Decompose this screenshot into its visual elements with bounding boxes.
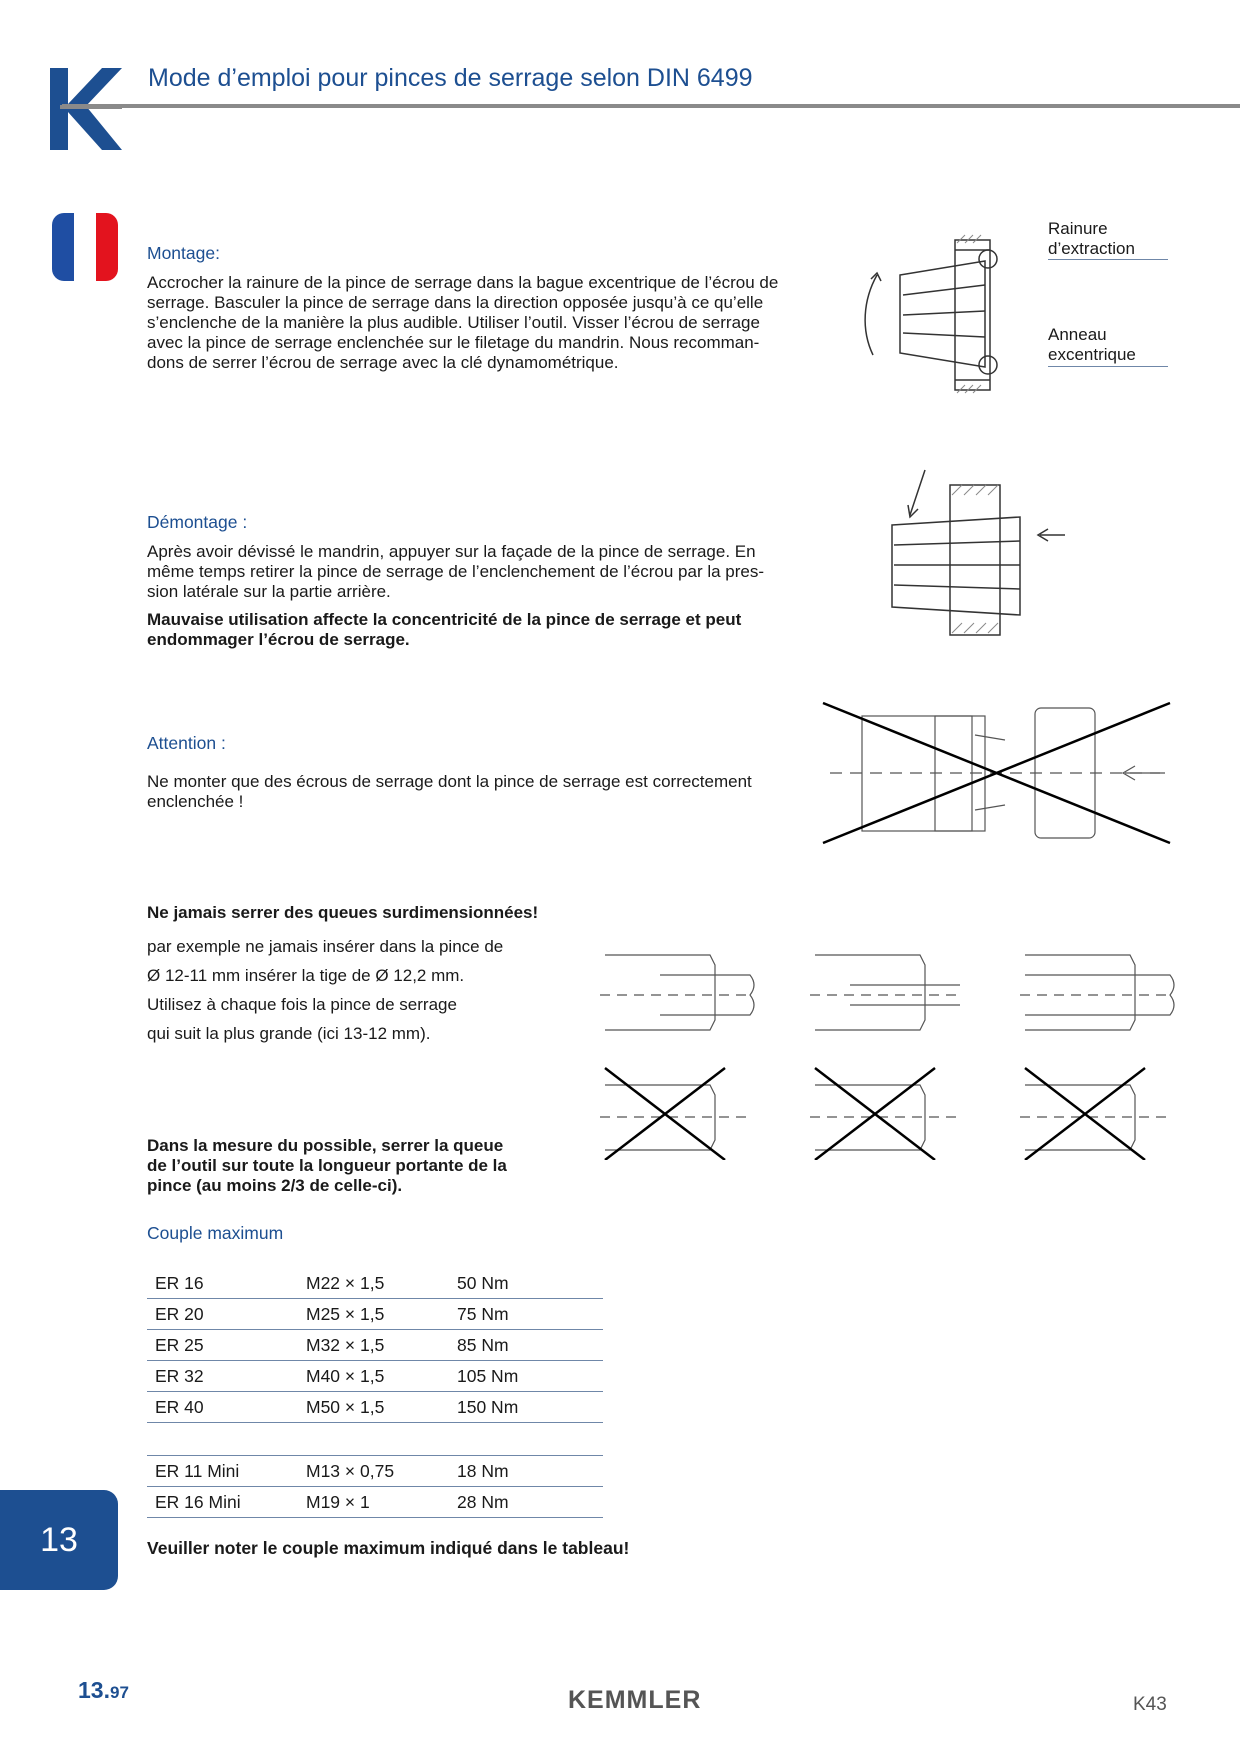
page-number xyxy=(78,1677,129,1704)
shank-ok-3 xyxy=(1020,955,1174,1030)
montage-line: s’enclenche de la manière la plus audible. Utiliser l’outil. Visser l’écrou de serrage xyxy=(147,313,760,332)
montage-figure xyxy=(845,225,1045,405)
demontage-line: même temps retirer la pince de serrage de l’enclenchement de l’écrou par la pres- xyxy=(147,562,765,581)
page-number-main: 13. xyxy=(78,1677,110,1703)
cell-torque: 105 Nm xyxy=(449,1361,603,1392)
shank-line: Ø 12-11 mm insérer la tige de Ø 12,2 mm. xyxy=(147,966,465,985)
shank-line: par exemple ne jamais insérer dans la pince de xyxy=(147,937,504,956)
cell-torque: 75 Nm xyxy=(449,1299,603,1330)
groove-label xyxy=(1048,219,1135,259)
montage-line: dons de serrer l’écrou de serrage avec la clé dynamométrique. xyxy=(147,353,619,372)
demontage-figure xyxy=(880,465,1070,645)
shank-ok-2 xyxy=(810,955,960,1030)
shank-bad-3 xyxy=(1020,1085,1170,1150)
cell-torque: 18 Nm xyxy=(449,1456,603,1487)
table-row xyxy=(147,1299,603,1330)
shank-figures xyxy=(600,940,1180,1160)
shank-ok-1 xyxy=(600,955,754,1030)
montage-text xyxy=(147,273,847,373)
ring-label xyxy=(1048,325,1136,365)
cell-torque: 50 Nm xyxy=(449,1268,603,1299)
groove-label-line: d’extraction xyxy=(1048,239,1135,258)
table-row xyxy=(147,1268,603,1299)
table-row xyxy=(147,1392,603,1423)
warning-line: endommager l’écrou de serrage. xyxy=(147,630,410,649)
full-length-note xyxy=(147,1136,507,1196)
catalog-code: K43 xyxy=(1133,1694,1167,1715)
ring-label-line: Anneau xyxy=(1048,325,1107,344)
cell-torque: 150 Nm xyxy=(449,1392,603,1423)
cell-thread: M32 × 1,5 xyxy=(298,1330,449,1361)
demontage-text xyxy=(147,542,847,602)
cell-torque: 28 Nm xyxy=(449,1487,603,1518)
page-number-sub: 97 xyxy=(109,1683,129,1702)
torque-mini-table xyxy=(147,1455,603,1518)
full-length-line: pince (au moins 2/3 de celle-ci). xyxy=(147,1176,403,1195)
montage-heading: Montage: xyxy=(147,243,220,263)
ring-label-line: excentrique xyxy=(1048,345,1136,364)
cell-thread: M19 × 1 xyxy=(298,1487,449,1518)
chapter-tab[interactable]: 13 xyxy=(0,1490,118,1590)
cell-thread: M50 × 1,5 xyxy=(298,1392,449,1423)
kemmler-logo xyxy=(50,68,122,150)
cell-type: ER 16 Mini xyxy=(147,1487,298,1518)
torque-heading: Couple maximum xyxy=(147,1223,284,1243)
table-row xyxy=(147,1361,603,1392)
full-length-line: de l’outil sur toute la longueur portante de la xyxy=(147,1156,507,1175)
montage-line: avec la pince de serrage enclenchée sur le filetage du mandrin. Nous recomman- xyxy=(147,333,760,352)
montage-line: serrage. Basculer la pince de serrage dans la direction opposée jusqu’à ce qu’elle xyxy=(147,293,764,312)
montage-line: Accrocher la rainure de la pince de serrage dans la bague excentrique de l’écrou de xyxy=(147,273,779,292)
attention-figure xyxy=(820,700,1175,846)
shank-text xyxy=(147,932,503,1048)
attention-line: Ne monter que des écrous de serrage dont la pince de serrage est correctement xyxy=(147,772,752,791)
brand-wordmark: KEMMLER xyxy=(568,1686,702,1714)
cell-thread: M13 × 0,75 xyxy=(298,1456,449,1487)
full-length-line: Dans la mesure du possible, serrer la queue xyxy=(147,1136,504,1155)
page-title: Mode d’emploi pour pinces de serrage selon DIN 6499 xyxy=(148,64,753,92)
cell-type: ER 25 xyxy=(147,1330,298,1361)
demontage-line: sion latérale sur la partie arrière. xyxy=(147,582,391,601)
cell-torque: 85 Nm xyxy=(449,1330,603,1361)
table-row xyxy=(147,1487,603,1518)
shank-heading: Ne jamais serrer des queues surdimensionnées! xyxy=(147,903,539,922)
attention-heading: Attention : xyxy=(147,733,226,753)
attention-line: enclenchée ! xyxy=(147,792,244,811)
demontage-warning xyxy=(147,610,847,650)
torque-note: Veuiller noter le couple maximum indiqué dans le tableau! xyxy=(147,1538,630,1558)
french-flag-icon xyxy=(52,213,118,281)
cell-thread: M40 × 1,5 xyxy=(298,1361,449,1392)
cell-type: ER 40 xyxy=(147,1392,298,1423)
header-rule xyxy=(62,104,1240,108)
table-row xyxy=(147,1456,603,1487)
shank-bad-2 xyxy=(810,1085,960,1150)
shank-line: Utilisez à chaque fois la pince de serrage xyxy=(147,995,457,1014)
table-row xyxy=(147,1330,603,1361)
groove-leader xyxy=(1048,259,1168,260)
demontage-line: Après avoir dévissé le mandrin, appuyer sur la façade de la pince de serrage. En xyxy=(147,542,756,561)
shank-bad-1 xyxy=(600,1085,750,1150)
torque-table xyxy=(147,1268,603,1423)
cell-thread: M22 × 1,5 xyxy=(298,1268,449,1299)
ring-leader xyxy=(1048,366,1168,367)
cell-thread: M25 × 1,5 xyxy=(298,1299,449,1330)
shank-line: qui suit la plus grande (ici 13-12 mm). xyxy=(147,1024,431,1043)
attention-text xyxy=(147,772,847,812)
cell-type: ER 16 xyxy=(147,1268,298,1299)
cell-type: ER 32 xyxy=(147,1361,298,1392)
groove-label-line: Rainure xyxy=(1048,219,1108,238)
cell-type: ER 20 xyxy=(147,1299,298,1330)
demontage-heading: Démontage : xyxy=(147,512,248,532)
warning-line: Mauvaise utilisation affecte la concentricité de la pince de serrage et peut xyxy=(147,610,742,629)
cell-type: ER 11 Mini xyxy=(147,1456,298,1487)
